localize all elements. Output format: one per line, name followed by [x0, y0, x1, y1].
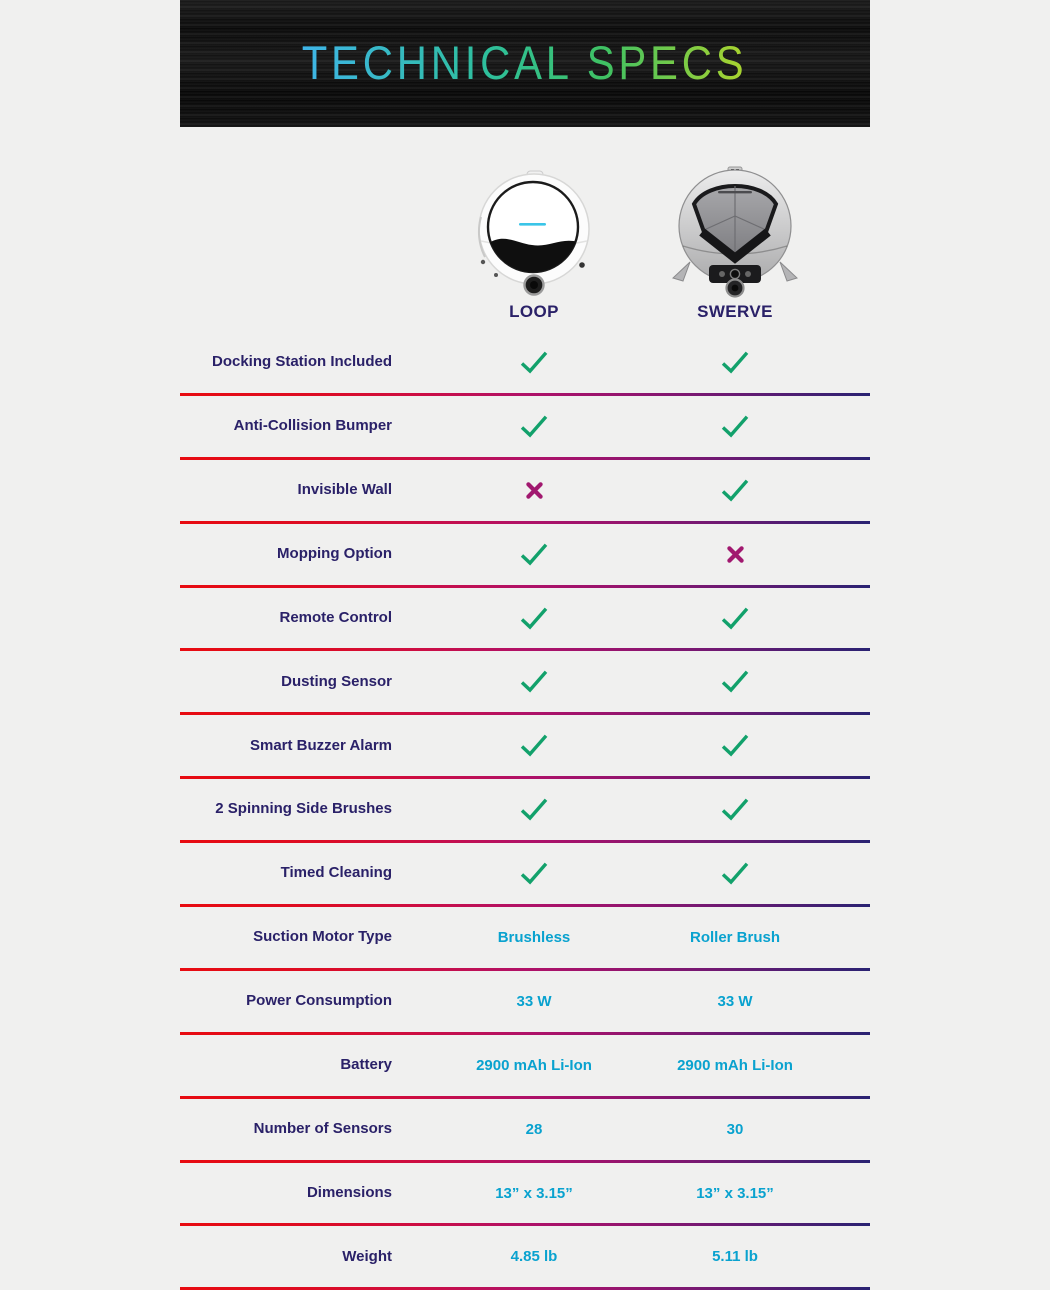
spec-value: 4.85 lb: [510, 1248, 558, 1266]
cross-icon: [525, 481, 544, 500]
table-row: [180, 715, 870, 779]
spec-value: 2900 mAh Li-Ion: [677, 1056, 793, 1074]
spec-value: 33 W: [516, 992, 552, 1010]
check-icon: [519, 797, 549, 822]
cell-loop: [392, 542, 676, 567]
row-label-text: Mopping Option: [277, 544, 392, 562]
column-header-swerve: SWERVE: [697, 302, 773, 321]
row-label-text: Number of Sensors: [253, 1119, 392, 1137]
row-label-text: Anti-Collision Bumper: [233, 417, 392, 435]
row-label: [180, 1249, 392, 1266]
cell-loop: [392, 1121, 676, 1138]
check-icon: [519, 606, 549, 631]
row-label-text: Power Consumption: [246, 992, 392, 1010]
table-row: [180, 332, 870, 396]
cell-loop: [392, 481, 676, 500]
table-row: [180, 779, 870, 843]
row-label-text: Smart Buzzer Alarm: [250, 736, 392, 754]
row-label: [180, 418, 392, 435]
row-label: [180, 1057, 392, 1074]
cell-loop: [392, 993, 676, 1010]
check-icon: [720, 797, 750, 822]
cell-swerve: [676, 797, 794, 822]
check-icon: [720, 414, 750, 439]
cell-loop: [392, 861, 676, 886]
cell-swerve: [676, 733, 794, 758]
spec-value: 5.11 lb: [712, 1248, 758, 1266]
table-row: [180, 843, 870, 907]
check-icon: [720, 350, 750, 375]
product-image-loop: [474, 167, 594, 302]
row-label-text: Docking Station Included: [211, 353, 392, 371]
cell-loop: [392, 797, 676, 822]
row-label: [180, 546, 392, 563]
row-label: [180, 929, 392, 946]
row-label-text: Timed Cleaning: [280, 864, 392, 882]
table-row: [180, 1226, 870, 1290]
cell-swerve: [676, 993, 794, 1010]
cell-loop: [392, 606, 676, 631]
spec-value: 30: [726, 1120, 744, 1138]
check-icon: [519, 542, 549, 567]
cell-loop: [392, 414, 676, 439]
row-label-text: Suction Motor Type: [253, 928, 392, 946]
cell-swerve: [676, 478, 794, 503]
cell-swerve: [676, 606, 794, 631]
table-row: [180, 651, 870, 715]
check-icon: [720, 478, 750, 503]
cell-loop: [392, 929, 676, 946]
check-icon: [519, 733, 549, 758]
page-title: TECHNICAL SPECS: [302, 36, 748, 90]
product-image-swerve: [670, 164, 800, 304]
check-icon: [519, 350, 549, 375]
cell-swerve: [676, 929, 794, 946]
robot-vacuum-loop-icon: [474, 167, 594, 297]
row-label: [180, 674, 392, 691]
cell-swerve: [676, 545, 794, 564]
row-label-text: Dusting Sensor: [281, 672, 392, 690]
cell-loop: [392, 733, 676, 758]
table-row: [180, 396, 870, 460]
spec-value: 2900 mAh Li-Ion: [476, 1056, 592, 1074]
table-row: [180, 971, 870, 1035]
cell-swerve: [676, 350, 794, 375]
table-row: [180, 1163, 870, 1227]
row-label: [180, 801, 392, 818]
check-icon: [519, 414, 549, 439]
table-row: [180, 524, 870, 588]
spec-value: 33 W: [717, 992, 753, 1010]
cell-swerve: [676, 414, 794, 439]
row-label: [180, 865, 392, 882]
check-icon: [720, 606, 750, 631]
robot-vacuum-swerve-icon: [670, 164, 800, 299]
row-label-text: 2 Spinning Side Brushes: [215, 800, 392, 818]
check-icon: [519, 861, 549, 886]
spec-value: 13” x 3.15”: [495, 1184, 573, 1202]
row-label: [180, 482, 392, 499]
spec-value: 13” x 3.15”: [696, 1184, 774, 1202]
spec-value: Roller Brush: [689, 928, 780, 946]
check-icon: [720, 733, 750, 758]
row-label: [180, 354, 392, 371]
cell-swerve: [676, 1121, 794, 1138]
cross-icon: [726, 545, 745, 564]
cell-swerve: [676, 1185, 794, 1202]
row-label: [180, 1121, 392, 1138]
cell-swerve: [676, 1248, 794, 1265]
row-label: [180, 610, 392, 627]
cell-loop: [392, 669, 676, 694]
row-label: [180, 1185, 392, 1202]
row-label-text: Battery: [340, 1055, 392, 1073]
page-content: [180, 0, 870, 1280]
check-icon: [720, 669, 750, 694]
spec-value: 28: [525, 1120, 543, 1138]
table-row: [180, 1099, 870, 1163]
header-banner: [180, 0, 870, 127]
column-header-loop: LOOP: [509, 302, 559, 321]
cell-swerve: [676, 861, 794, 886]
table-row: [180, 907, 870, 971]
check-icon: [720, 861, 750, 886]
cell-loop: [392, 1057, 676, 1074]
spec-table: [180, 332, 870, 1290]
cell-swerve: [676, 669, 794, 694]
table-row: [180, 460, 870, 524]
row-label: [180, 993, 392, 1010]
cell-loop: [392, 1248, 676, 1265]
table-row: [180, 588, 870, 652]
row-label-text: Remote Control: [279, 608, 392, 626]
row-label-text: Weight: [342, 1247, 392, 1265]
table-row: [180, 1035, 870, 1099]
cell-loop: [392, 1185, 676, 1202]
cell-loop: [392, 350, 676, 375]
row-label-text: Dimensions: [306, 1183, 392, 1201]
row-label-text: Invisible Wall: [297, 480, 392, 498]
check-icon: [519, 669, 549, 694]
row-label: [180, 738, 392, 755]
cell-swerve: [676, 1057, 794, 1074]
spec-value: Brushless: [497, 928, 571, 946]
